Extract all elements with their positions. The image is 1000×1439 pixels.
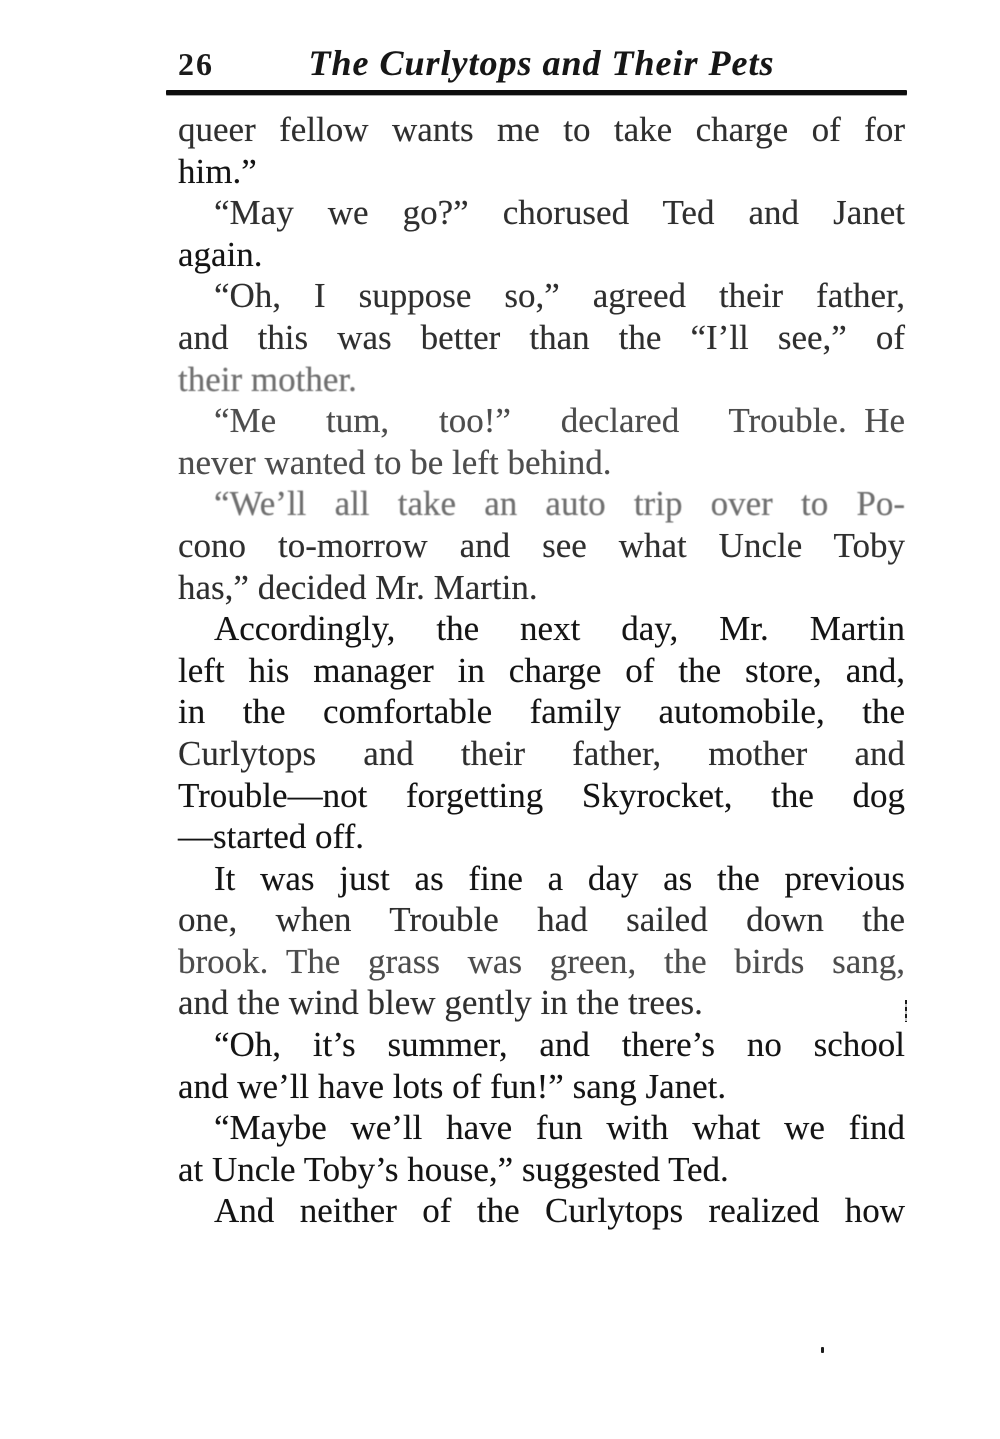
text-line: “Maybe we’ll have fun with what we find [214,1108,905,1148]
paragraph [178,109,905,192]
text-line: one, when Trouble had sailed down the [178,900,905,940]
text-line: and the wind blew gently in the trees. [178,983,703,1023]
text-line: has,” decided Mr. Martin. [178,567,538,607]
text-line: “We’ll all take an auto trip over to Po- [214,484,905,524]
paragraph [178,1024,905,1107]
paragraph [178,192,905,275]
text-line: in the comfortable family automobile, the [178,692,905,732]
paragraph [178,275,905,400]
text-line: And neither of the Curlytops realized how [214,1191,905,1231]
text-line: left his manager in charge of the store, and, [178,650,905,690]
text-line: “Oh, I suppose so,” agreed their father, [214,276,905,316]
text-line: Curlytops and their father, mother and [178,733,905,773]
text-line: never wanted to be left behind. [178,442,612,482]
header-rule [166,90,907,95]
text-line: “May we go?” chorused Ted and Janet [214,193,905,233]
paragraph [178,858,905,1024]
text-line: at Uncle Toby’s house,” suggested Ted. [178,1149,729,1189]
text-line: brook. The grass was green, the birds sang, [178,941,905,981]
paragraph [178,1107,905,1190]
page-number: 26 [178,46,214,82]
paragraph [178,400,905,483]
text-line: and we’ll have lots of fun!” sang Janet. [178,1066,727,1106]
text-line: It was just as fine a day as the previous [214,858,905,898]
text-line: and this was better than the “I’ll see,” of [178,317,905,357]
scan-artifact-speck [821,1347,824,1353]
text-line: cono to-morrow and see what Uncle Toby [178,525,905,565]
text-line: —started off. [178,817,364,857]
page-header [178,42,905,86]
text-line: queer fellow wants me to take charge of for [178,110,905,149]
text-line: their mother. [178,359,357,399]
text-line: “Oh, it’s summer, and there’s no school [214,1025,905,1065]
page-body [178,109,905,1232]
text-line: again. [178,234,263,274]
running-title: The Curlytops and Their Pets [308,43,775,83]
text-line: Accordingly, the next day, Mr. Martin [214,609,905,649]
text-line: him.” [178,151,257,191]
paragraph [178,1190,905,1232]
paragraph [178,483,905,608]
scan-artifact-tick [905,1000,907,1022]
text-line: Trouble—not forgetting Skyrocket, the dog [178,775,905,815]
paragraph [178,608,905,858]
text-line: “Me tum, too!” declared Trouble. He [214,401,905,441]
